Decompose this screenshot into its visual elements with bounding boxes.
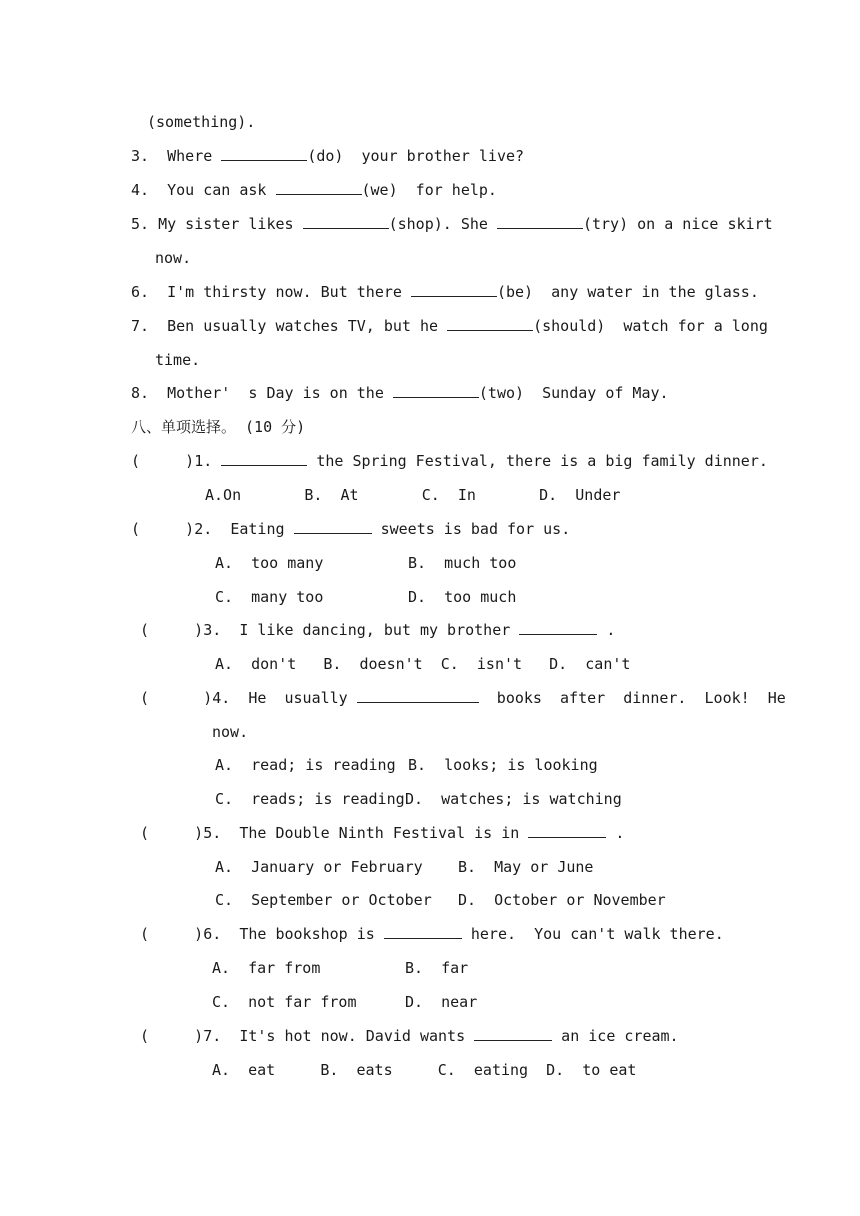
mc5-text-b: .: [606, 824, 625, 842]
mc4-text-b: books after dinner. Look! He: [478, 689, 786, 707]
q7-text-a: 7. Ben usually watches TV, but he: [131, 317, 448, 335]
mc6-paren: ( ): [140, 925, 204, 943]
mc4-continuation: now.: [212, 723, 249, 741]
q5-text-a: 5. My sister likes: [131, 215, 303, 233]
q8-text-b: (two) Sunday of May.: [478, 384, 669, 402]
mc1-paren: ( ): [131, 452, 195, 470]
mc7-options: A. eat B. eats C. eating D. to eat: [212, 1061, 637, 1079]
mc1-text-a: 1.: [194, 452, 222, 470]
question-3: [131, 146, 524, 166]
mc5-paren: ( ): [140, 824, 204, 842]
q3-text-a: 3. Where: [131, 147, 222, 165]
mc4-option-b: B. looks; is looking: [408, 756, 598, 774]
mc4-blank: [357, 688, 479, 703]
q3-blank: [221, 146, 307, 161]
mc1-text-b: the Spring Festival, there is a big family dinner.: [307, 452, 768, 470]
mc2-text-a: 2. Eating: [194, 520, 294, 538]
q5-text-b: (shop). She: [388, 215, 497, 233]
mc3-blank: [519, 620, 597, 635]
mc7-text-a: 7. It's hot now. David wants: [203, 1027, 475, 1045]
mc4-paren: ( ): [140, 689, 213, 707]
mc6-text-b: here. You can't walk there.: [461, 925, 724, 943]
question-8: [131, 383, 669, 403]
mc3-text-a: 3. I like dancing, but my brother: [203, 621, 520, 639]
q7-text-b: (should) watch for a long: [533, 317, 768, 335]
mc5-option-c: C. September or October: [215, 891, 432, 909]
q7-continuation: time.: [155, 351, 201, 369]
mc-question-1: [131, 451, 768, 471]
question-6: [131, 282, 759, 302]
continuation-line: (something).: [147, 113, 256, 131]
mc-question-3: [140, 620, 615, 640]
mc1-blank: [221, 451, 307, 466]
q5-blank-1: [303, 214, 389, 229]
mc6-text-a: 6. The bookshop is: [203, 925, 384, 943]
mc6-option-b: B. far: [405, 959, 469, 977]
mc5-option-a: A. January or February: [215, 858, 423, 876]
mc2-option-c: C. many too: [215, 588, 324, 606]
q4-blank: [276, 180, 362, 195]
q5-continuation: now.: [155, 249, 192, 267]
mc7-text-b: an ice cream.: [552, 1027, 679, 1045]
question-4: [131, 180, 497, 200]
mc3-paren: ( ): [140, 621, 204, 639]
mc5-text-a: 5. The Double Ninth Festival is in: [203, 824, 529, 842]
q6-text-a: 6. I'm thirsty now. But there: [131, 283, 411, 301]
mc-question-7: [140, 1026, 679, 1046]
q4-text-a: 4. You can ask: [131, 181, 276, 199]
q5-blank-2: [497, 214, 583, 229]
mc5-option-d: D. October or November: [458, 891, 666, 909]
q3-text-b: (do) your brother live?: [307, 147, 525, 165]
mc7-blank: [474, 1026, 552, 1041]
mc2-option-a: A. too many: [215, 554, 324, 572]
q4-text-b: (we) for help.: [361, 181, 497, 199]
section-heading: 八、单项选择。 (10 分): [131, 418, 306, 436]
mc4-option-d: D. watches; is watching: [405, 790, 622, 808]
mc5-blank: [528, 823, 606, 838]
q5-text-c: (try) on a nice skirt: [582, 215, 773, 233]
mc-question-4: [140, 688, 786, 708]
mc-question-6: [140, 924, 724, 944]
q7-blank: [447, 316, 533, 331]
q6-text-b: (be) any water in the glass.: [496, 283, 759, 301]
mc6-option-c: C. not far from: [212, 993, 357, 1011]
mc4-option-a: A. read; is reading: [215, 756, 396, 774]
mc4-text-a: 4. He usually: [212, 689, 357, 707]
mc3-text-b: .: [597, 621, 616, 639]
mc1-options: A.On B. At C. In D. Under: [205, 486, 621, 504]
mc2-blank: [294, 519, 372, 534]
question-5: [131, 214, 773, 234]
mc6-option-a: A. far from: [212, 959, 321, 977]
mc7-paren: ( ): [140, 1027, 204, 1045]
mc2-option-d: D. too much: [408, 588, 517, 606]
question-7: [131, 316, 768, 336]
mc4-option-c: C. reads; is reading: [215, 790, 405, 808]
mc-question-2: [131, 519, 570, 539]
q8-text-a: 8. Mother' s Day is on the: [131, 384, 393, 402]
mc2-paren: ( ): [131, 520, 195, 538]
mc2-option-b: B. much too: [408, 554, 517, 572]
mc2-text-b: sweets is bad for us.: [371, 520, 571, 538]
mc6-blank: [384, 924, 462, 939]
mc5-option-b: B. May or June: [458, 858, 594, 876]
mc-question-5: [140, 823, 624, 843]
q8-blank: [393, 383, 479, 398]
q6-blank: [411, 282, 497, 297]
mc6-option-d: D. near: [405, 993, 478, 1011]
mc3-options: A. don't B. doesn't C. isn't D. can't: [215, 655, 631, 673]
